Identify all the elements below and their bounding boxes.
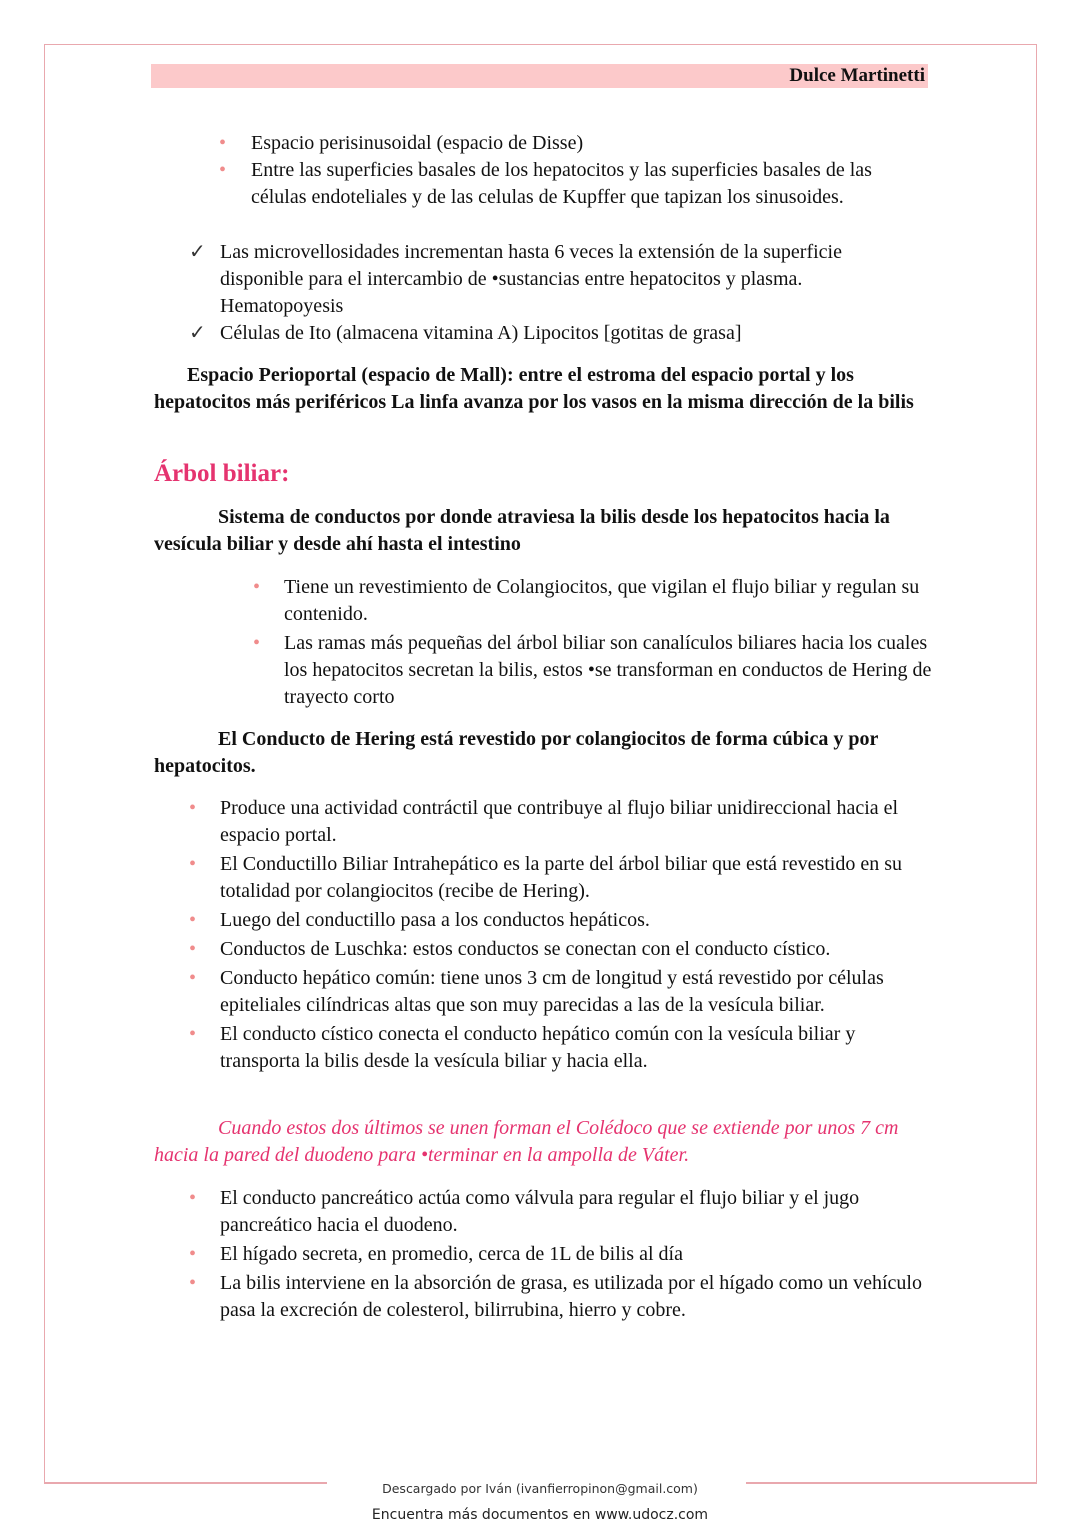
checkmark-icon: ✓	[189, 241, 206, 263]
bullet-icon: •	[219, 159, 227, 181]
udocz-link[interactable]: Encuentra más documentos en www.udocz.com	[371, 1507, 709, 1523]
bullet-icon: •	[189, 853, 197, 875]
bullet-icon: •	[219, 132, 227, 154]
bullet-list-disse	[219, 130, 911, 211]
list-item	[219, 157, 911, 211]
bullet-icon: •	[253, 632, 261, 654]
bullet-icon: •	[189, 1272, 197, 1294]
check-list	[189, 239, 910, 347]
list-item	[189, 1185, 925, 1239]
list-item	[189, 795, 925, 849]
list-item-text: El conducto pancreático actúa como válvula para regular el flujo biliar y el jugo pancreático hacia el duodeno.	[220, 1187, 860, 1236]
bullet-icon: •	[189, 1187, 197, 1209]
download-notice: Descargado por Iván (ivanfierropinon@gmail.com)	[382, 1481, 698, 1496]
list-item-text: Produce una actividad contráctil que contribuye al flujo biliar unidireccional hacia el espacio portal.	[220, 797, 899, 846]
list-item	[189, 936, 925, 963]
list-item-text: El Conductillo Biliar Intrahepático es la parte del árbol biliar que está revestido en su totalidad por colangiocitos (recibe de Hering).	[220, 853, 903, 902]
bullet-list-conductos	[189, 795, 925, 1075]
list-item-text: Luego del conductillo pasa a los conductos hepáticos.	[220, 909, 650, 931]
list-item	[219, 130, 911, 157]
list-item-text: Conducto hepático común: tiene unos 3 cm de longitud y está revestido por células epiteliales cilíndricas altas que son muy parecidas a las de la vesícula biliar.	[220, 967, 884, 1016]
bullet-icon: •	[189, 1023, 197, 1045]
list-item-text: Las ramas más pequeñas del árbol biliar son canalículos biliares hacia los cuales los hepatocitos secretan la bilis, estos •se transforman en conductos de Hering de trayecto corto	[284, 632, 932, 708]
list-item	[189, 965, 925, 1019]
list-item-text: Células de Ito (almacena vitamina A) Lipocitos [gotitas de grasa]	[220, 322, 742, 344]
list-item	[189, 851, 925, 905]
list-item-text: El conducto cístico conecta el conducto hepático común con la vesícula biliar y transporta la bilis desde la vesícula biliar y hacia ella.	[220, 1023, 856, 1072]
list-item-text: Entre las superficies basales de los hepatocitos y las superficies basales de las células endoteliales y de las celulas de Kupffer que tapizan los sinusoides.	[251, 159, 872, 208]
bullet-icon: •	[189, 909, 197, 931]
list-item-text: La bilis interviene en la absorción de grasa, es utilizada por el hígado como un vehículo pasa la excreción de colesterol, bilirrubina, hierro y cobre.	[220, 1272, 922, 1321]
bullet-list-bilis	[189, 1185, 925, 1324]
list-item	[189, 1021, 925, 1075]
section-heading: Árbol biliar:	[154, 460, 290, 487]
list-item	[253, 630, 934, 711]
list-item	[189, 1270, 925, 1324]
paragraph-hering: El Conducto de Hering está revestido por colangiocitos de forma cúbica y por hepatocitos.	[154, 728, 878, 777]
page-header	[151, 64, 928, 88]
list-item	[189, 320, 910, 347]
bullet-icon: •	[253, 576, 261, 598]
list-item-text: Conductos de Luschka: estos conductos se conectan con el conducto cístico.	[220, 938, 831, 960]
checkmark-icon: ✓	[189, 322, 206, 344]
bullet-icon: •	[189, 938, 197, 960]
list-item	[189, 1241, 925, 1268]
list-item-text: Espacio perisinusoidal (espacio de Disse)	[251, 132, 584, 154]
paragraph-espacio-mall: Espacio Perioportal (espacio de Mall): entre el estroma del espacio portal y los hepatocitos más periféricos La linfa avanza por los vasos en la misma dirección de la bilis	[154, 364, 914, 413]
list-item	[189, 907, 925, 934]
paragraph-coledoco: Cuando estos dos últimos se unen forman el Colédoco que se extiende por unos 7 cm hacia la pared del duodeno para •terminar en la ampolla de Váter.	[154, 1117, 899, 1166]
list-item-text: El hígado secreta, en promedio, cerca de 1L de bilis al día	[220, 1243, 683, 1265]
author-name: Dulce Martinetti	[789, 65, 925, 86]
list-item	[189, 239, 910, 320]
bullet-list-colangiocitos	[253, 574, 934, 711]
list-item-text: Las microvellosidades incrementan hasta 6 veces la extensión de la superficie disponible para el intercambio de •sustancias entre hepatocitos y plasma. Hematopoyesis	[220, 241, 842, 317]
bullet-icon: •	[189, 967, 197, 989]
list-item-text: Tiene un revestimiento de Colangiocitos, que vigilan el flujo biliar y regulan su contenido.	[284, 576, 920, 625]
list-item	[253, 574, 934, 628]
bullet-icon: •	[189, 1243, 197, 1265]
bullet-icon: •	[189, 797, 197, 819]
paragraph-sistema: Sistema de conductos por donde atraviesa la bilis desde los hepatocitos hacia la vesícula biliar y desde ahí hasta el intestino	[154, 506, 890, 555]
